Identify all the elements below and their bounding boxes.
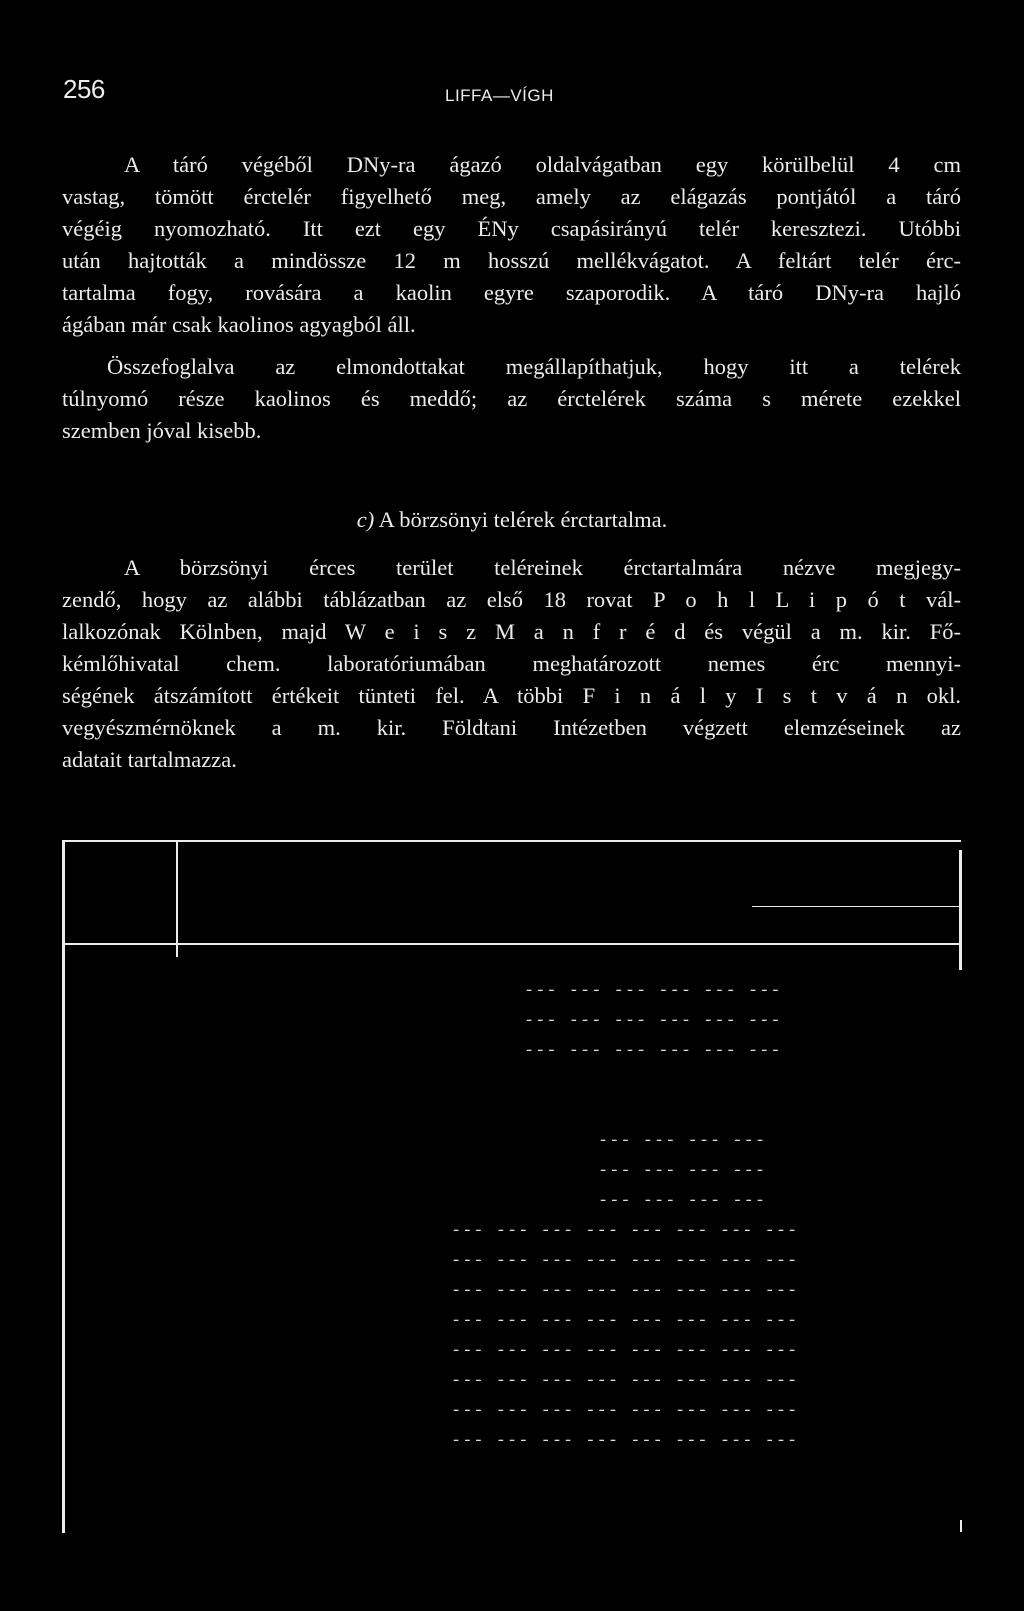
text-line: A börzsönyi érces terület teléreinek érctartalmára nézve megjegy-	[124, 555, 961, 580]
table-row: --- --- --- ---	[598, 1162, 767, 1181]
text-line: A táró végéből DNy-ra ágazó oldalvágatban egy körülbelül 4 cm	[124, 152, 961, 177]
section-heading	[0, 504, 1024, 536]
table-row: --- --- --- ---	[598, 1192, 767, 1211]
text-line: vastag, tömött érctelér figyelhető meg, amely az elágazás pontjától a táró	[62, 184, 961, 209]
table-column-rule	[176, 842, 178, 957]
section-title: A börzsönyi telérek érctartalma.	[378, 507, 668, 532]
text-line: kémlőhivatal chem. laboratóriumában meghatározott nemes érc mennyi-	[62, 651, 961, 676]
table-row: --- --- --- --- --- --- --- ---	[451, 1282, 799, 1301]
running-head: LIFFA—VÍGH	[445, 86, 554, 105]
table-left-rule	[62, 842, 65, 1529]
text-line: végéig nyomozható. Itt ezt egy ÉNy csapásirányú telér keresztezi. Utóbbi	[62, 216, 961, 241]
paragraph-1	[62, 149, 961, 341]
table-row: --- --- --- --- --- ---	[524, 1042, 782, 1061]
text-line: lalkozónak Kölnben, majd W e i s z M a n f r é d és végül a m. kir. Fő-	[62, 619, 961, 644]
text-line: ségének átszámított értékeit tünteti fel. A többi F i n á l y I s t v á n okl.	[62, 683, 961, 708]
paragraph-3	[62, 552, 961, 776]
text-line: után hajtották a mindössze 12 m hosszú mellékvágatot. A feltárt telér érc-	[62, 248, 961, 273]
section-marker: c)	[356, 507, 375, 532]
table-row: --- --- --- --- --- --- --- ---	[451, 1312, 799, 1331]
text-line: szemben jóval kisebb.	[62, 418, 262, 443]
table-top-rule	[62, 840, 961, 842]
text-line: túlnyomó része kaolinos és meddő; az érctelérek száma s mérete ezekkel	[62, 386, 961, 411]
table-row: --- --- --- ---	[598, 1132, 767, 1151]
text-line: vegyészmérnöknek a m. kir. Földtani Intézetben végzett elemzéseinek az	[62, 715, 961, 740]
paragraph-2	[62, 351, 961, 447]
table-row: --- --- --- --- --- ---	[524, 1012, 782, 1031]
text-line: adatait tartalmazza.	[62, 747, 237, 772]
table-row: --- --- --- --- --- --- --- ---	[451, 1342, 799, 1361]
table-header-rule	[62, 943, 961, 945]
page-number: 256	[63, 74, 105, 104]
text-line: ágában már csak kaolinos agyagból áll.	[62, 312, 416, 337]
table-row: --- --- --- --- --- --- --- ---	[451, 1402, 799, 1421]
table-bottom-right-rule	[960, 1520, 962, 1532]
table-row: --- --- --- --- --- ---	[524, 982, 782, 1001]
text-line: Összefoglalva az elmondottakat megállapíthatjuk, hogy itt a telérek	[107, 354, 961, 379]
table-row: --- --- --- --- --- --- --- ---	[451, 1432, 799, 1451]
table-right-rule	[959, 850, 962, 970]
table-row: --- --- --- --- --- --- --- ---	[451, 1222, 799, 1241]
table-bottom-left-rule	[62, 1521, 65, 1533]
table-row: --- --- --- --- --- --- --- ---	[451, 1252, 799, 1271]
table-row: --- --- --- --- --- --- --- ---	[451, 1372, 799, 1391]
data-table	[62, 836, 961, 1536]
text-line: tartalma fogy, rovására a kaolin egyre szaporodik. A táró DNy-ra hajló	[62, 280, 961, 305]
table-header-subrule	[752, 906, 959, 907]
text-line: zendő, hogy az alábbi táblázatban az első 18 rovat P o h l L i p ó t vál-	[62, 587, 961, 612]
